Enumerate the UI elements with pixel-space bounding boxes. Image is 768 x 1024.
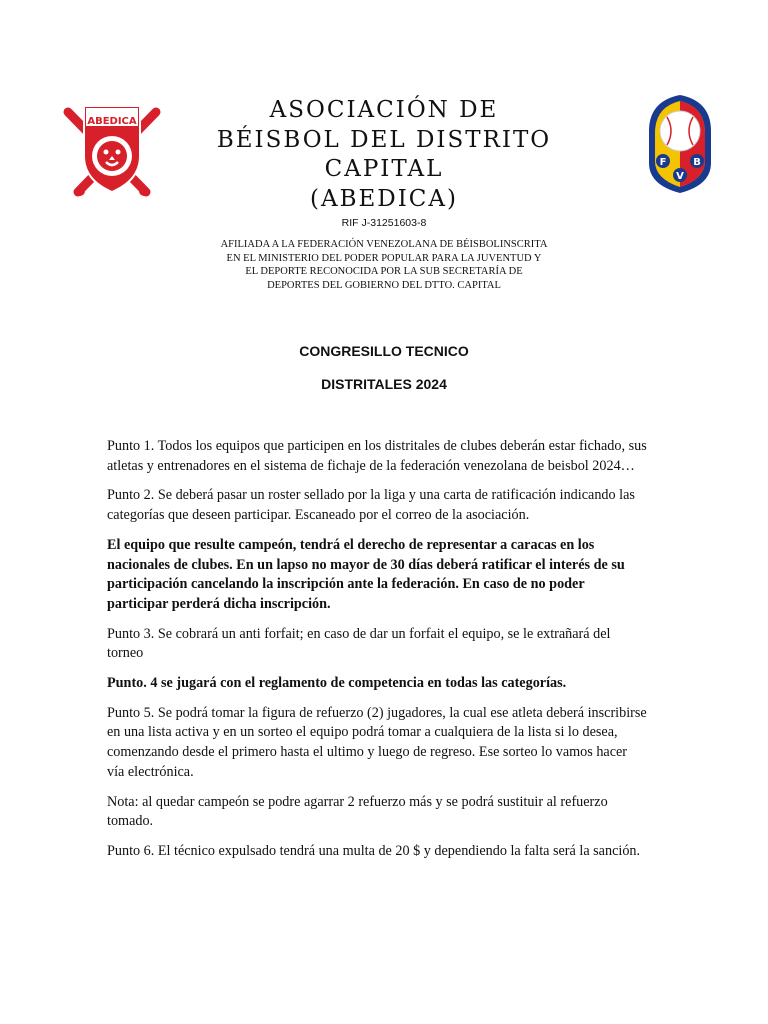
svg-text:F: F [659, 157, 667, 168]
affiliation-line: EN EL MINISTERIO DEL PODER POPULAR PARA LA JUVENTUD Y [226, 252, 542, 264]
paragraph: Punto 3. Se cobrará un anti forfait; en caso de dar un forfait el equipo, se le extrañará del torneo [107, 625, 611, 662]
paragraph: Punto. 4 se jugará con el reglamento de competencia en todas las categorías. [107, 675, 567, 692]
affiliation-line: DEPORTES DEL GOBIERNO DEL DTTO. CAPITAL [267, 279, 501, 291]
title-line: ASOCIACIÓN DE [269, 97, 499, 123]
svg-text:V: V [676, 171, 684, 182]
document-body [107, 437, 647, 872]
title-line: BÉISBOL DEL DISTRITO [216, 126, 552, 153]
fvb-logo-icon [647, 93, 713, 195]
rif-number: RIF J-31251603-8 [341, 217, 427, 229]
affiliation-text [190, 238, 578, 292]
document-subheading: DISTRITALES 2024 [321, 376, 447, 392]
document-heading: CONGRESILLO TECNICO [299, 343, 469, 359]
paragraph: Nota: al quedar campeón se podre agarrar 2 refuerzo más y se podrá sustituir al refuerzo tomado. [107, 793, 608, 830]
paragraph: Punto 6. El técnico expulsado tendrá una multa de 20 $ y dependiendo la falta será la sanción. [107, 842, 641, 859]
paragraph: Punto 2. Se deberá pasar un roster sellado por la liga y una carta de ratificación indicando las categorías que deseen participar. Escaneado por el correo de la asociación. [107, 487, 635, 524]
paragraph: Punto 1. Todos los equipos que participen en los distritales de clubes deberán estar fichado, sus atletas y entrenadores en el sistema de fichaje de la federación venezolana de beisbol 2024… [107, 438, 647, 474]
svg-text:B: B [693, 157, 701, 168]
paragraph: El equipo que resulte campeón, tendrá el derecho de representar a caracas en los nacionales de clubes. En un lapso no mayor de 30 días deberá ratificar el interés de su participación cancelando la inscripción ante la federación. En caso de no poder participar perderá dicha inscripción. [107, 536, 625, 612]
affiliation-line: AFILIADA A LA FEDERACIÓN VENEZOLANA DE BÉISBOLINSCRITA [220, 239, 548, 250]
paragraph: Punto 5. Se podrá tomar la figura de refuerzo (2) jugadores, la cual ese atleta deberá inscribirse en una lista activa y en un sorteo el equipo podrá tomar a cualquiera de la lista si lo desea, comenzando desde el primero hasta el ultimo y luego de regreso. Ese sorteo lo vamos hacer vía electrónica. [107, 704, 647, 780]
affiliation-line: EL DEPORTE RECONOCIDA POR LA SUB SECRETARÍA DE [245, 266, 523, 278]
title-line: (ABEDICA) [310, 185, 458, 212]
organization-title [200, 96, 568, 214]
svg-text:ABEDICA: ABEDICA [87, 116, 137, 127]
title-line: CAPITAL [324, 156, 444, 182]
abedica-logo-icon [60, 100, 164, 200]
